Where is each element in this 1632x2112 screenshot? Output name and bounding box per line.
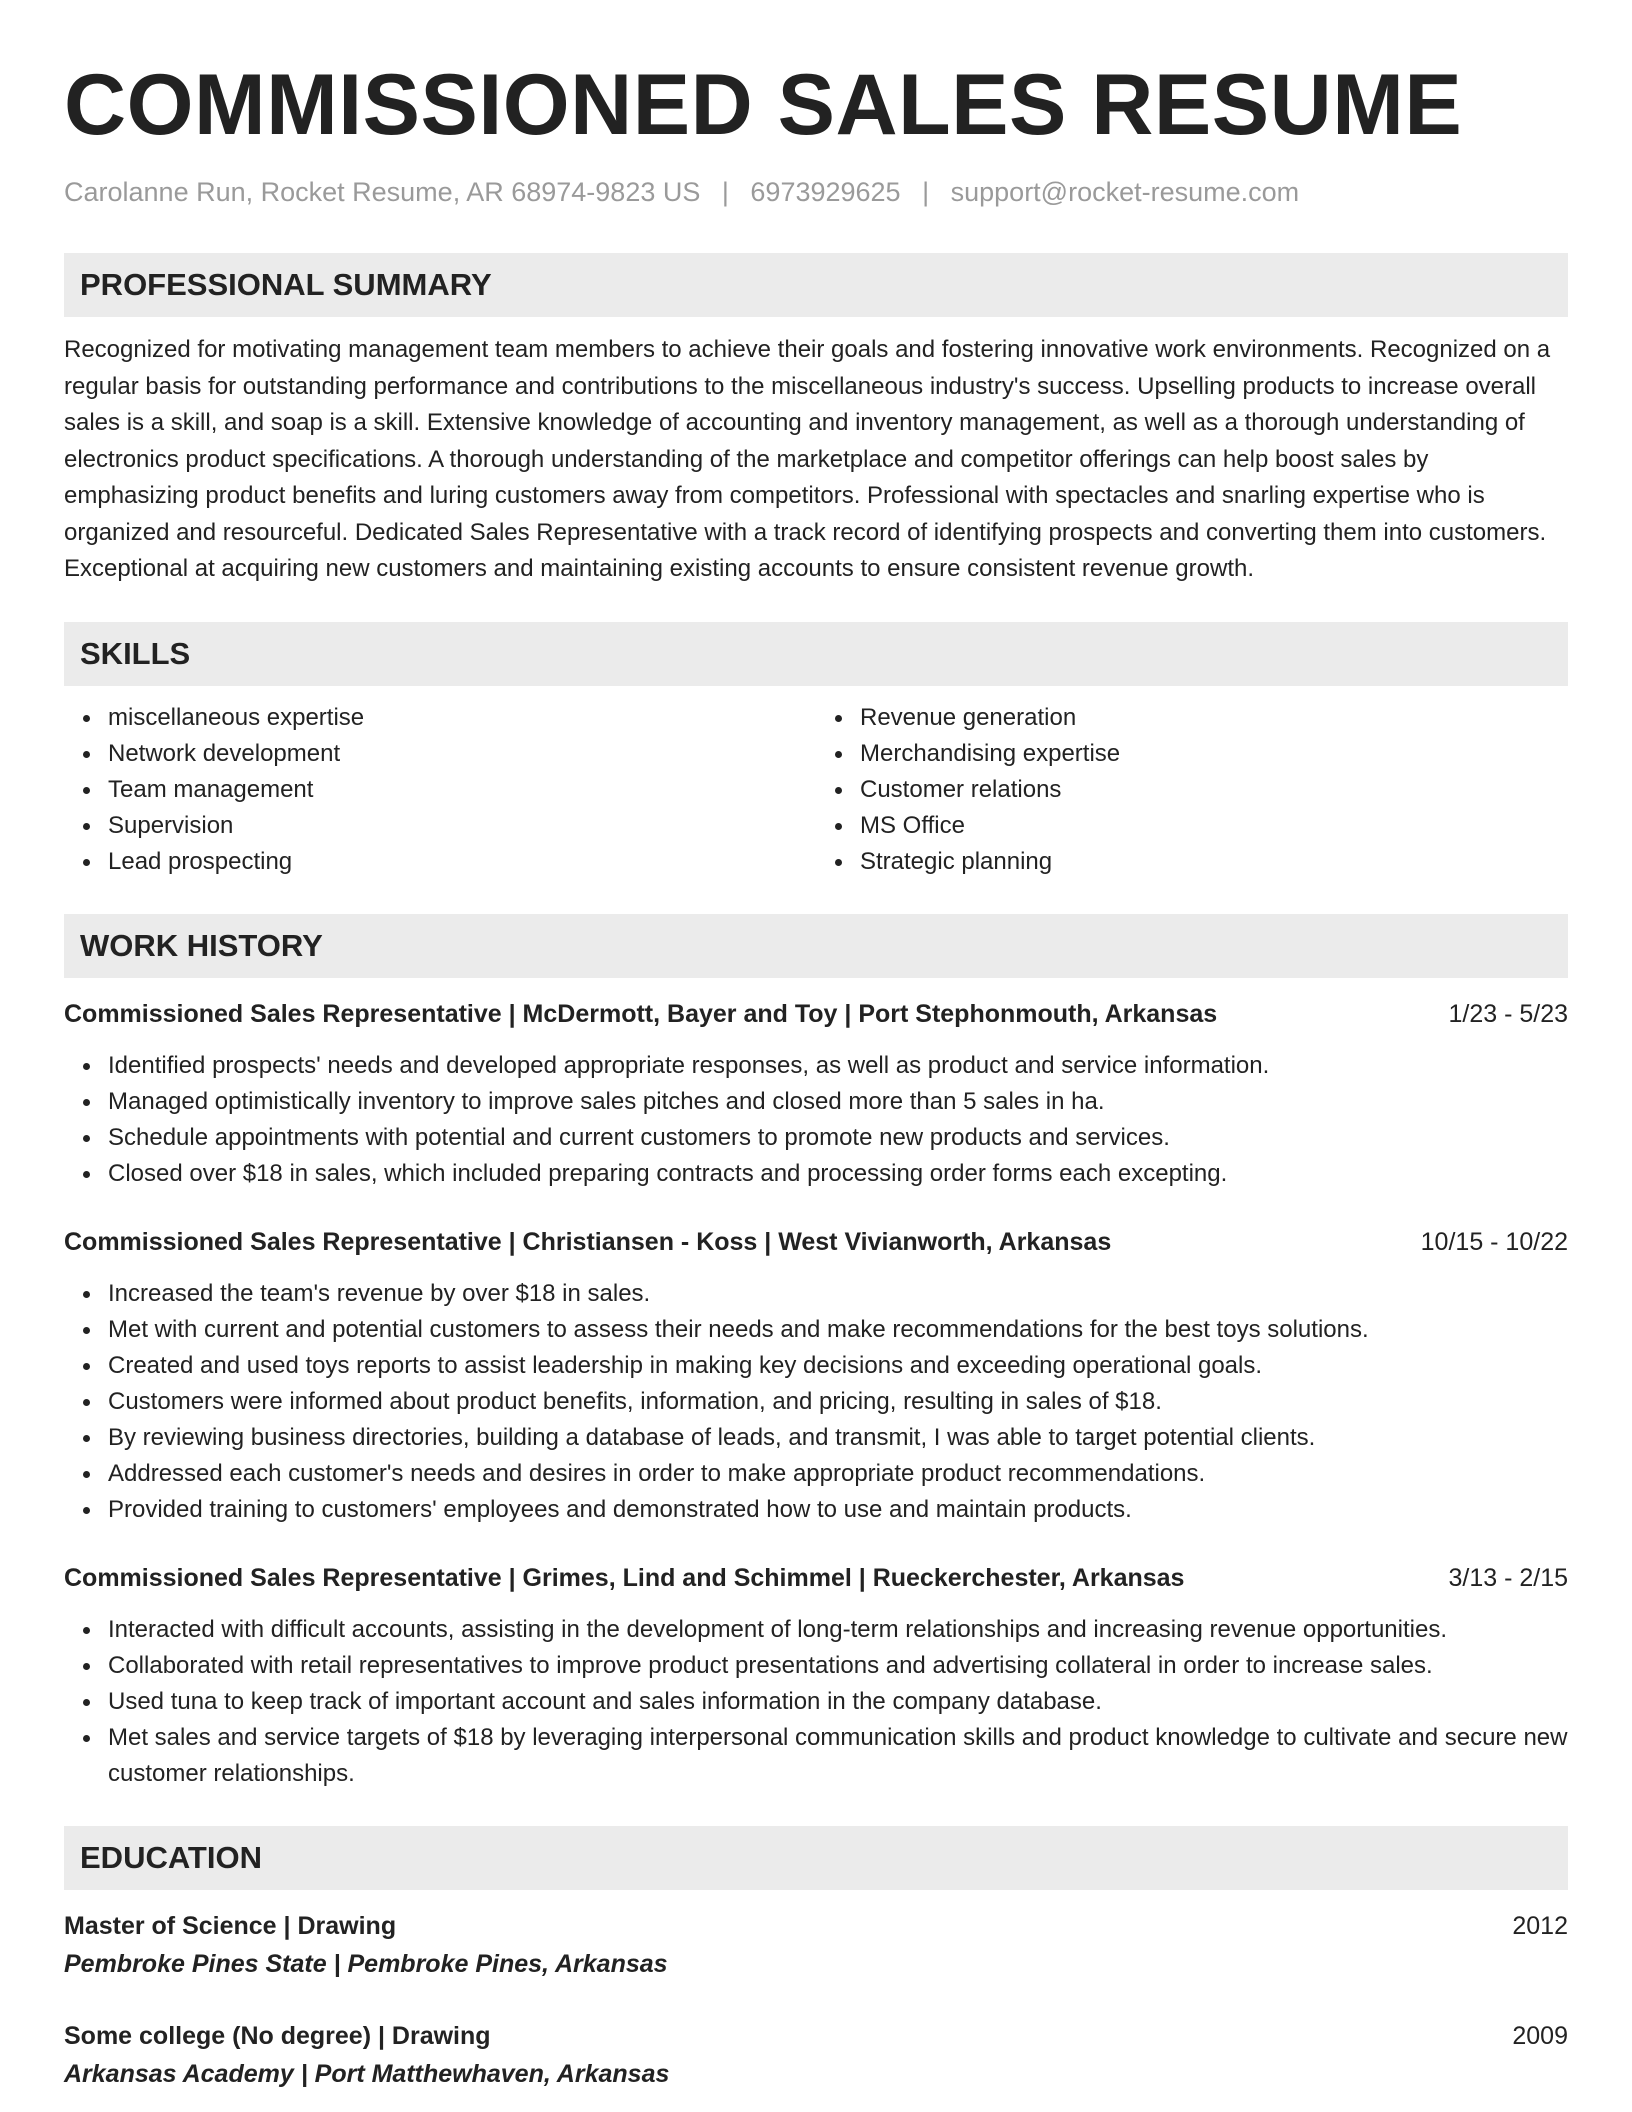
education-entry <box>64 1908 1568 1984</box>
contact-line <box>64 175 1568 209</box>
job-bullet: Interacted with difficult accounts, assisting in the development of long-term relationships and increasing revenue opportunities. <box>108 1612 1568 1648</box>
job-bullet: Closed over $18 in sales, which included preparing contracts and processing order forms each excepting. <box>108 1156 1568 1192</box>
education-school: Arkansas Academy | Port Matthewhaven, Arkansas <box>64 2059 670 2088</box>
contact-email: support@rocket-resume.com <box>950 177 1300 207</box>
skills-list <box>64 700 1568 880</box>
section-header-education: EDUCATION <box>64 1826 1568 1890</box>
contact-separator: | <box>721 177 729 207</box>
contact-phone: 6973929625 <box>750 177 901 207</box>
job-header <box>64 1224 1568 1260</box>
skill-item: MS Office <box>860 808 1568 844</box>
job-heading: Commissioned Sales Representative | Christiansen - Koss | West Vivianworth, Arkansas <box>64 1227 1112 1256</box>
job-entry <box>64 1560 1568 1792</box>
section-header-work-history: WORK HISTORY <box>64 914 1568 978</box>
skill-item: Revenue generation <box>860 700 1568 736</box>
education-header <box>64 2018 1568 2054</box>
resume-title: COMMISSIONED SALES RESUME <box>64 57 1463 153</box>
job-bullet: Created and used toys reports to assist leadership in making key decisions and exceeding operational goals. <box>108 1348 1568 1384</box>
job-heading: Commissioned Sales Representative | McDermott, Bayer and Toy | Port Stephonmouth, Arkansas <box>64 999 1218 1028</box>
job-bullet: Identified prospects' needs and developed appropriate responses, as well as product and service information. <box>108 1048 1568 1084</box>
job-bullet: Collaborated with retail representatives to improve product presentations and advertising collateral in order to increase sales. <box>108 1648 1568 1684</box>
section-header-summary: PROFESSIONAL SUMMARY <box>64 253 1568 317</box>
job-bullet: Met with current and potential customers to assess their needs and make recommendations for the best toys solutions. <box>108 1312 1568 1348</box>
job-bullets <box>64 1048 1568 1192</box>
job-header <box>64 996 1568 1032</box>
job-bullet: Used tuna to keep track of important account and sales information in the company database. <box>108 1684 1568 1720</box>
section-header-skills: SKILLS <box>64 622 1568 686</box>
skill-item: Supervision <box>108 808 816 844</box>
skill-item: Network development <box>108 736 816 772</box>
contact-separator: | <box>922 177 930 207</box>
contact-address: Carolanne Run, Rocket Resume, AR 68974-9823 US <box>64 177 701 207</box>
education-degree: Some college (No degree) | Drawing <box>64 2021 491 2050</box>
job-bullet: Increased the team's revenue by over $18 in sales. <box>108 1276 1568 1312</box>
education-degree: Master of Science | Drawing <box>64 1911 397 1940</box>
job-bullets <box>64 1612 1568 1792</box>
job-bullet: Provided training to customers' employees and demonstrated how to use and maintain products. <box>108 1492 1568 1528</box>
job-heading: Commissioned Sales Representative | Grimes, Lind and Schimmel | Rueckerchester, Arkansas <box>64 1563 1185 1592</box>
skill-item: Strategic planning <box>860 844 1568 880</box>
skill-item: Lead prospecting <box>108 844 816 880</box>
job-dates: 1/23 - 5/23 <box>1448 999 1568 1028</box>
education-year: 2012 <box>1512 1911 1568 1940</box>
summary-text: Recognized for motivating management team members to achieve their goals and fostering innovative work environments. Recognized on a regular basis for outstanding performance and contributions to the miscellaneous industry's success. Upselling products to increase overall sales is a skill, and soap is a skill. Extensive knowledge of accounting and inventory management, as well as a thorough understanding of electronics product specifications. A thorough understanding of the marketplace and competitor offerings can help boost sales by emphasizing product benefits and luring customers away from competitors. Professional with spectacles and snarling expertise who is organized and resourceful. Dedicated Sales Representative with a track record of identifying prospects and converting them into customers. Exceptional at acquiring new customers and maintaining existing accounts to ensure consistent revenue growth. <box>64 336 1551 582</box>
education-entry <box>64 2018 1568 2094</box>
job-header <box>64 1560 1568 1596</box>
job-entry <box>64 996 1568 1192</box>
education-year: 2009 <box>1512 2021 1568 2050</box>
skill-item: miscellaneous expertise <box>108 700 816 736</box>
skills-column-left <box>64 700 816 880</box>
skills-column-right <box>816 700 1568 880</box>
skill-item: Team management <box>108 772 816 808</box>
job-dates: 3/13 - 2/15 <box>1448 1563 1568 1592</box>
job-bullets <box>64 1276 1568 1528</box>
skill-item: Customer relations <box>860 772 1568 808</box>
job-bullet: Managed optimistically inventory to improve sales pitches and closed more than 5 sales in ha. <box>108 1084 1568 1120</box>
job-entry <box>64 1224 1568 1528</box>
job-bullet: Addressed each customer's needs and desires in order to make appropriate product recommendations. <box>108 1456 1568 1492</box>
job-bullet: By reviewing business directories, building a database of leads, and transmit, I was able to target potential clients. <box>108 1420 1568 1456</box>
job-dates: 10/15 - 10/22 <box>1420 1227 1568 1256</box>
job-bullet: Schedule appointments with potential and current customers to promote new products and services. <box>108 1120 1568 1156</box>
job-bullet: Met sales and service targets of $18 by leveraging interpersonal communication skills and product knowledge to cultivate and secure new customer relationships. <box>108 1720 1568 1792</box>
education-header <box>64 1908 1568 1944</box>
skill-item: Merchandising expertise <box>860 736 1568 772</box>
job-bullet: Customers were informed about product benefits, information, and pricing, resulting in sales of $18. <box>108 1384 1568 1420</box>
education-school: Pembroke Pines State | Pembroke Pines, Arkansas <box>64 1949 668 1978</box>
